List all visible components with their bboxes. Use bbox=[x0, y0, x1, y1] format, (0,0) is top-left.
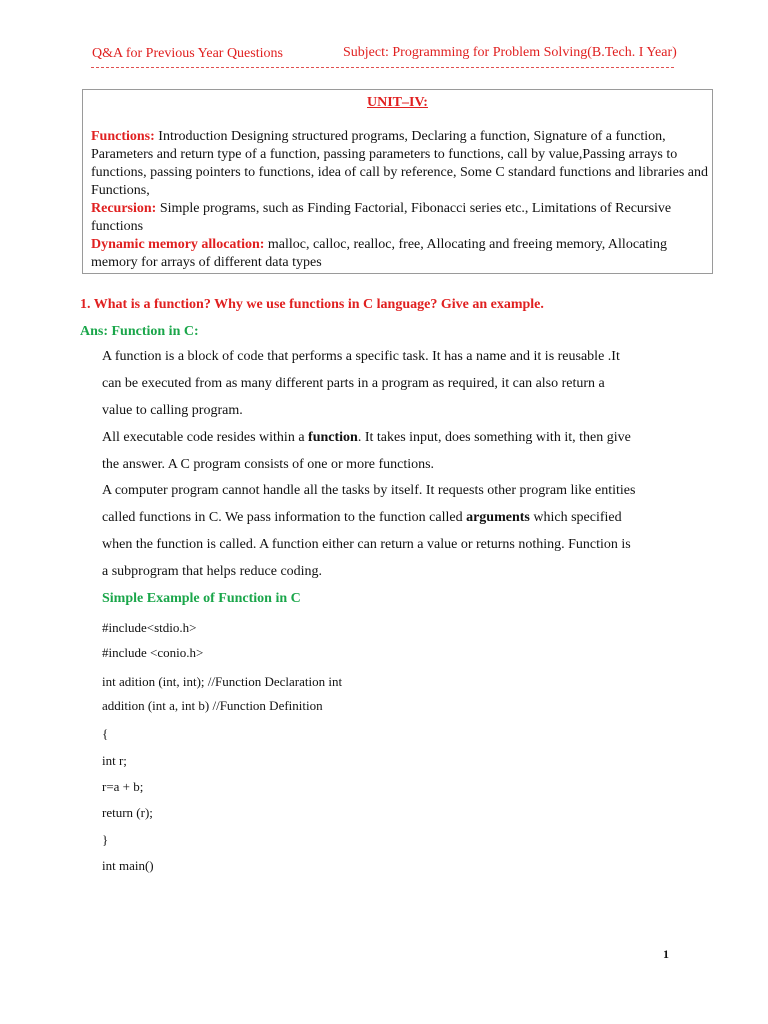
code-line: int r; bbox=[102, 753, 127, 768]
recursion-topics: Simple programs, such as Finding Factorial, Fibonacci series etc., Limitations of Recursive functions bbox=[91, 201, 672, 234]
functions-topics: Introduction Designing structured programs, Declaring a function, Signature of a function, Parameters and return type of a function, passing parameters to functions, call by value,Passing arrays to functions, passing pointers to functions, idea of call by reference, Some C standard functions and libraries and Functions, bbox=[91, 129, 708, 198]
code-line: } bbox=[102, 832, 109, 847]
code-line: int adition (int, int); //Function Declaration int bbox=[102, 674, 343, 689]
code-line: int main() bbox=[102, 858, 154, 873]
page-number: 1 bbox=[663, 947, 669, 961]
text-run: which specified bbox=[529, 510, 622, 525]
unit-title: UNIT–IV: bbox=[367, 95, 428, 110]
header-divider bbox=[91, 67, 674, 68]
header-left-title: Q&A for Previous Year Questions bbox=[92, 46, 283, 61]
unit-syllabus-text bbox=[91, 128, 711, 272]
paragraph-line: value to calling program. bbox=[102, 403, 243, 418]
paragraph-line: when the function is called. A function either can return a value or returns nothing. Function is bbox=[102, 537, 631, 552]
example-heading: Simple Example of Function in C bbox=[102, 591, 301, 606]
bold-term-arguments: arguments bbox=[466, 510, 530, 525]
code-line: addition (int a, int b) //Function Definition bbox=[102, 698, 323, 713]
question-1: 1. What is a function? Why we use functions in C language? Give an example. bbox=[80, 297, 544, 312]
text-run: called functions in C. We pass information to the function called bbox=[102, 510, 467, 525]
paragraph-line bbox=[102, 510, 622, 526]
dma-topics: malloc, calloc, realloc, free, Allocating and freeing memory, Allocating memory for arrays of different data types bbox=[91, 237, 668, 270]
bold-term-function: function bbox=[308, 430, 358, 445]
unit-syllabus-box bbox=[82, 89, 713, 274]
header-subject: Subject: Programming for Problem Solving(B.Tech. I Year) bbox=[343, 45, 677, 60]
paragraph-line bbox=[102, 430, 631, 446]
code-line: r=a + b; bbox=[102, 779, 144, 794]
recursion-label: Recursion: bbox=[91, 201, 157, 216]
functions-label: Functions: bbox=[91, 129, 155, 144]
dma-label: Dynamic memory allocation: bbox=[91, 237, 265, 252]
text-run: All executable code resides within a bbox=[102, 430, 309, 445]
paragraph-line: can be executed from as many different parts in a program as required, it can also return a bbox=[102, 376, 605, 391]
code-line: #include <conio.h> bbox=[102, 645, 204, 660]
paragraph-line: a subprogram that helps reduce coding. bbox=[102, 564, 323, 579]
answer-heading: Ans: Function in C: bbox=[80, 324, 199, 339]
code-line: { bbox=[102, 726, 109, 741]
paragraph-line: A function is a block of code that performs a specific task. It has a name and it is reusable .It bbox=[102, 349, 620, 364]
paragraph-line: A computer program cannot handle all the tasks by itself. It requests other program like entities bbox=[102, 483, 636, 498]
paragraph-line: the answer. A C program consists of one or more functions. bbox=[102, 457, 435, 472]
code-line: return (r); bbox=[102, 805, 153, 820]
code-line: #include<stdio.h> bbox=[102, 620, 197, 635]
text-run: . It takes input, does something with it, then give bbox=[357, 430, 631, 445]
